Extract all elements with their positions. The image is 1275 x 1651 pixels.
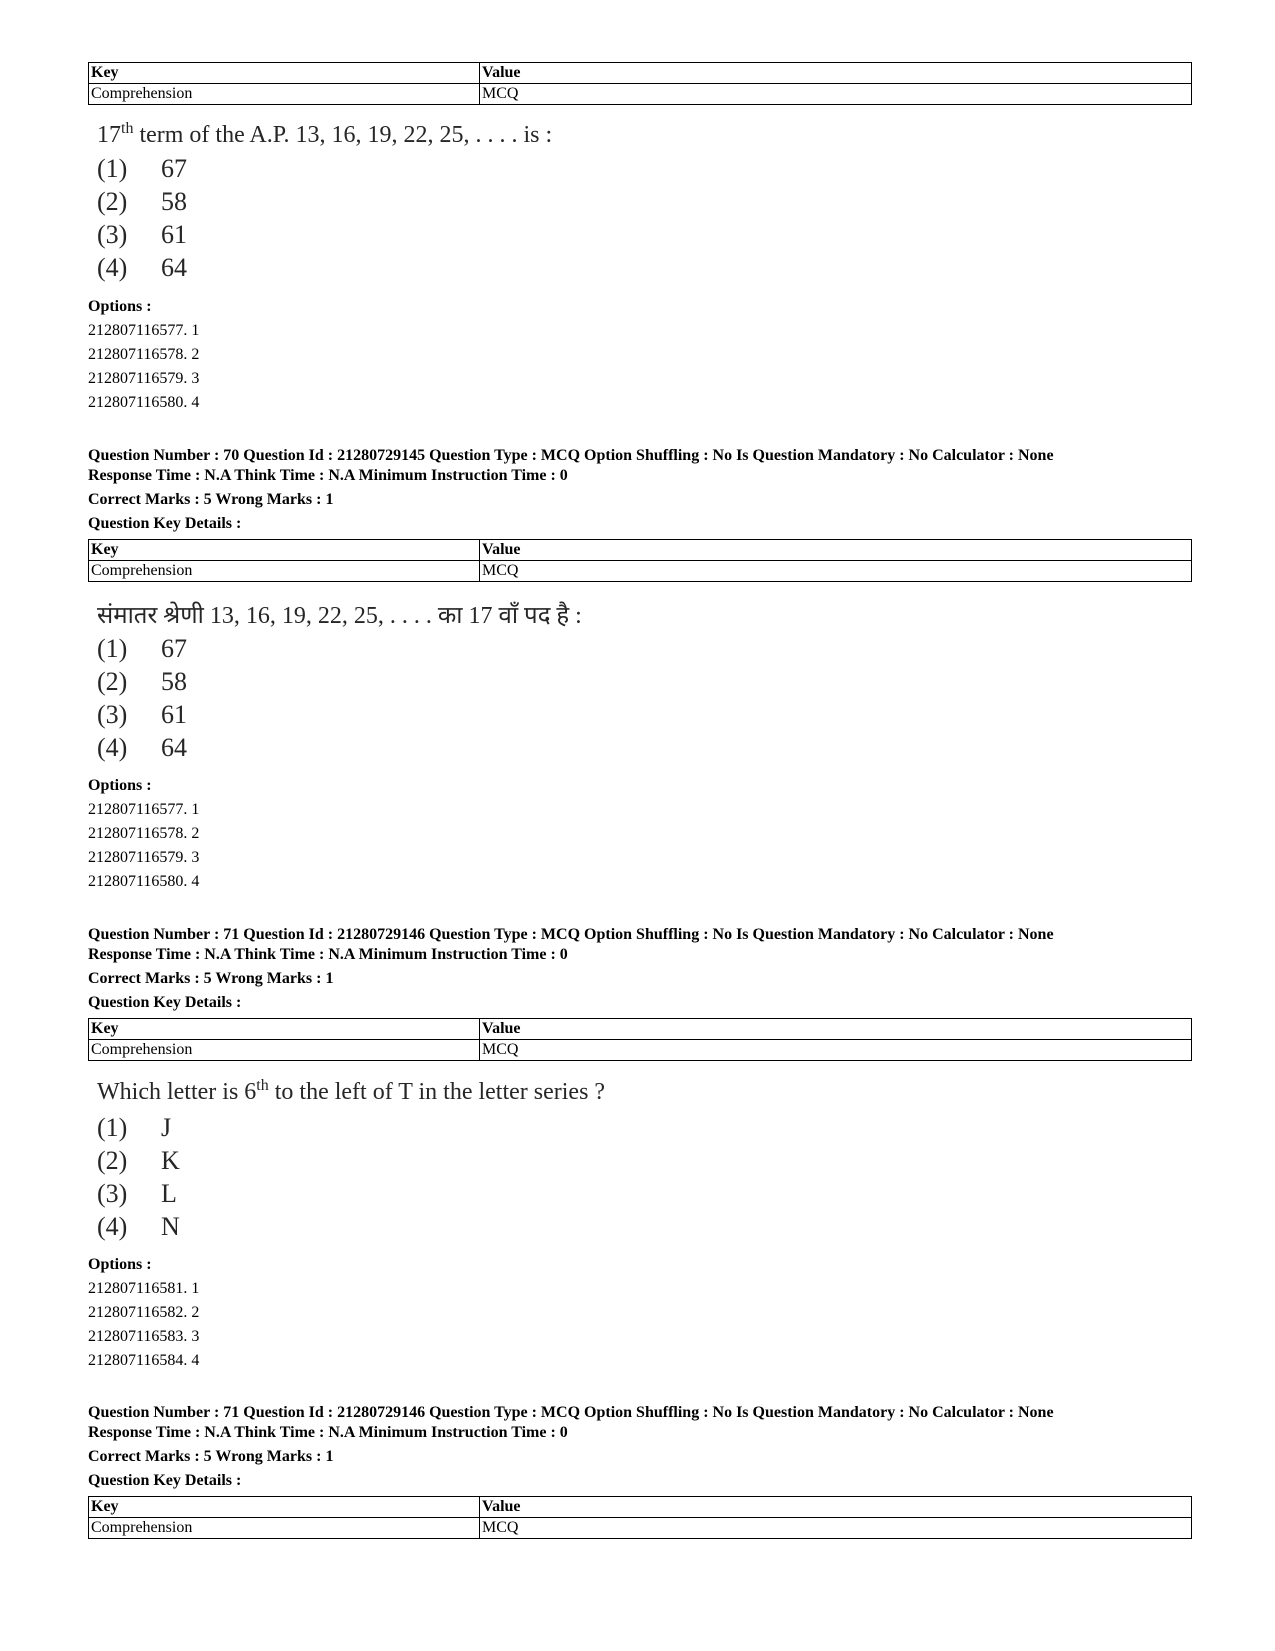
marks-line: Correct Marks : 5 Wrong Marks : 1 <box>88 491 334 508</box>
option-id-line: 212807116577. 1 <box>88 322 200 339</box>
table-header-key: Key <box>89 63 480 84</box>
option-id-line: 212807116577. 1 <box>88 801 200 818</box>
option-id-line: 212807116578. 2 <box>88 346 200 363</box>
choice-item: (3) 61 <box>97 220 187 249</box>
question-text: 17th term of the A.P. 13, 16, 19, 22, 25, . . . . is : <box>97 120 553 148</box>
options-label: Options : <box>88 777 152 794</box>
table-cell-value: MCQ <box>480 561 1192 582</box>
question-key-table <box>88 1496 1192 1539</box>
option-id-line: 212807116579. 3 <box>88 849 200 866</box>
choice-item: (2) K <box>97 1146 180 1175</box>
question-meta-line: Response Time : N.A Think Time : N.A Minimum Instruction Time : 0 <box>88 467 568 484</box>
choice-item: (4) N <box>97 1212 180 1241</box>
table-header-value: Value <box>480 540 1192 561</box>
table-header-key: Key <box>89 1497 480 1518</box>
table-cell-key: Comprehension <box>89 561 480 582</box>
key-details-label: Question Key Details : <box>88 994 242 1011</box>
question-meta-line: Question Number : 71 Question Id : 21280729146 Question Type : MCQ Option Shuffling : No Is Question Mandatory : No Calculator : None <box>88 926 1054 943</box>
table-header-key: Key <box>89 1019 480 1040</box>
marks-line: Correct Marks : 5 Wrong Marks : 1 <box>88 1448 334 1465</box>
choice-item: (2) 58 <box>97 187 187 216</box>
question-key-table <box>88 539 1192 582</box>
question-meta-line: Question Number : 70 Question Id : 21280729145 Question Type : MCQ Option Shuffling : No Is Question Mandatory : No Calculator : None <box>88 447 1054 464</box>
question-text: संमातर श्रेणी 13, 16, 19, 22, 25, . . . . का 17 वाँ पद है : <box>97 603 582 629</box>
options-label: Options : <box>88 1256 152 1273</box>
table-header-value: Value <box>480 1019 1192 1040</box>
choice-item: (1) 67 <box>97 634 187 663</box>
question-meta-line: Response Time : N.A Think Time : N.A Minimum Instruction Time : 0 <box>88 946 568 963</box>
choice-item: (4) 64 <box>97 733 187 762</box>
table-cell-key: Comprehension <box>89 84 480 105</box>
choice-item: (1) J <box>97 1113 172 1142</box>
choice-item: (4) 64 <box>97 253 187 282</box>
options-label: Options : <box>88 298 152 315</box>
table-header-value: Value <box>480 63 1192 84</box>
option-id-line: 212807116580. 4 <box>88 873 200 890</box>
key-details-label: Question Key Details : <box>88 515 242 532</box>
table-cell-key: Comprehension <box>89 1040 480 1061</box>
choice-item: (2) 58 <box>97 667 187 696</box>
table-header-key: Key <box>89 540 480 561</box>
table-cell-value: MCQ <box>480 1518 1192 1539</box>
choice-item: (3) 61 <box>97 700 187 729</box>
question-text: Which letter is 6th to the left of T in the letter series ? <box>97 1077 606 1105</box>
option-id-line: 212807116579. 3 <box>88 370 200 387</box>
option-id-line: 212807116580. 4 <box>88 394 200 411</box>
table-cell-key: Comprehension <box>89 1518 480 1539</box>
option-id-line: 212807116581. 1 <box>88 1280 200 1297</box>
table-cell-value: MCQ <box>480 1040 1192 1061</box>
table-cell-value: MCQ <box>480 84 1192 105</box>
key-details-label: Question Key Details : <box>88 1472 242 1489</box>
option-id-line: 212807116582. 2 <box>88 1304 200 1321</box>
choice-item: (1) 67 <box>97 154 187 183</box>
option-id-line: 212807116584. 4 <box>88 1352 200 1369</box>
choice-item: (3) L <box>97 1179 177 1208</box>
marks-line: Correct Marks : 5 Wrong Marks : 1 <box>88 970 334 987</box>
option-id-line: 212807116578. 2 <box>88 825 200 842</box>
question-key-table <box>88 1018 1192 1061</box>
question-meta-line: Response Time : N.A Think Time : N.A Minimum Instruction Time : 0 <box>88 1424 568 1441</box>
table-header-value: Value <box>480 1497 1192 1518</box>
option-id-line: 212807116583. 3 <box>88 1328 200 1345</box>
question-meta-line: Question Number : 71 Question Id : 21280729146 Question Type : MCQ Option Shuffling : No Is Question Mandatory : No Calculator : None <box>88 1404 1054 1421</box>
question-key-table <box>88 62 1192 105</box>
